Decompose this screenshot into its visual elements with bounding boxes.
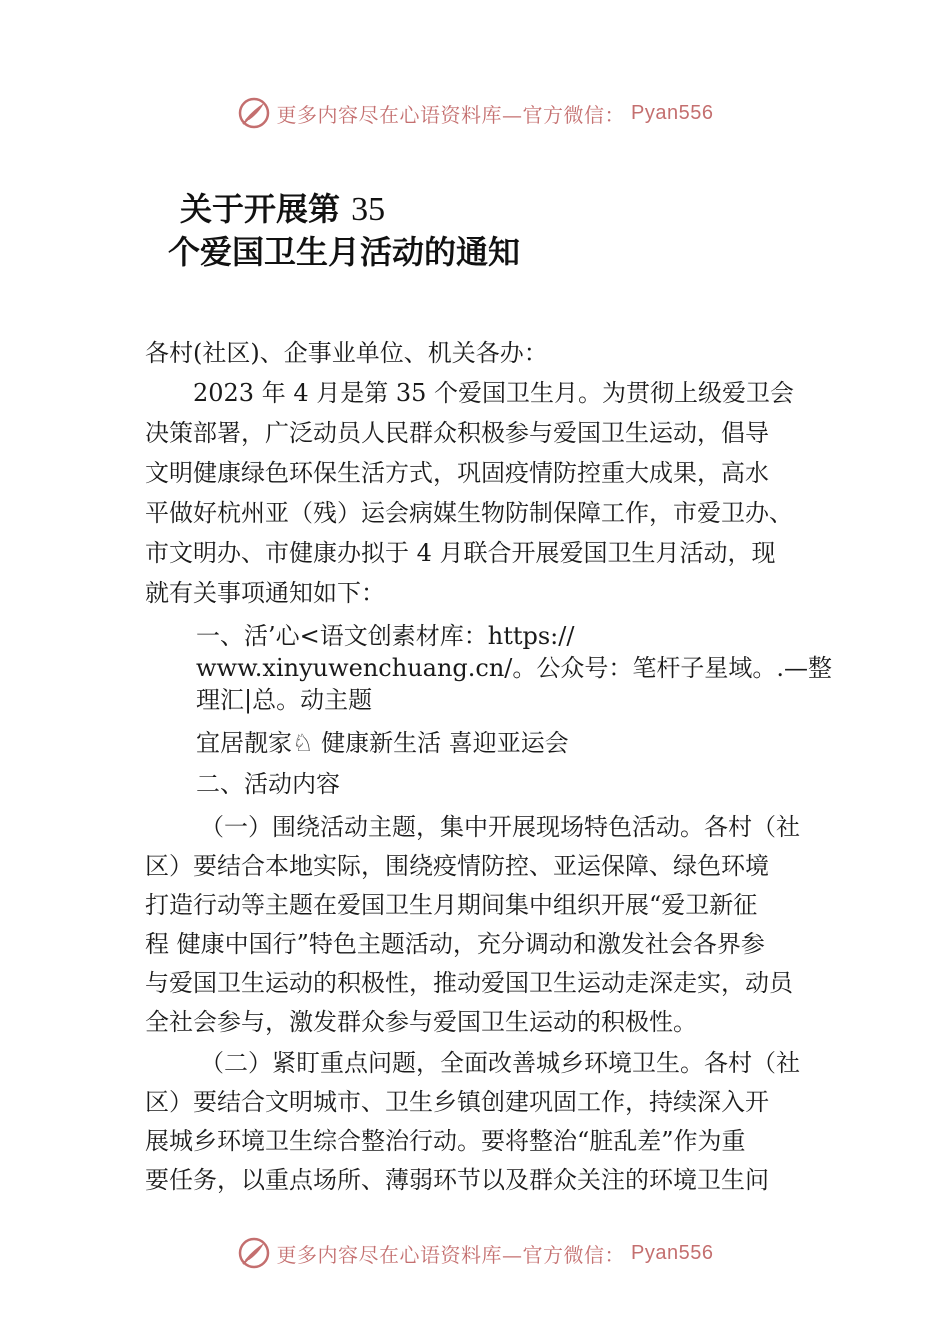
quill-logo-icon — [237, 96, 271, 130]
paragraph-2-line: （一）围绕活动主题，集中开展现场特色活动。各村（社 — [200, 813, 800, 841]
activity-theme: 宜居靓家♘ 健康新生活 喜迎亚运会 — [196, 729, 569, 757]
paragraph-1-line: 决策部署，广泛动员人民群众积极参与爱国卫生运动，倡导 — [145, 419, 769, 447]
title-text: 关于开展第 — [180, 190, 341, 228]
paragraph-1-line: 市文明办、市健康办拟于 4 月联合开展爱国卫生月活动，现 — [145, 539, 776, 567]
section-2-heading: 二、活动内容 — [196, 770, 340, 798]
paragraph-3-line: 展城乡环境卫生综合整治行动。要将整治“脏乱差”作为重 — [145, 1127, 746, 1155]
paragraph-3-line: 要任务，以重点场所、薄弱环节以及群众关注的环境卫生问 — [145, 1166, 769, 1194]
watermark-id: Pyan556 — [631, 1241, 714, 1264]
paragraph-2-line: 区）要结合本地实际，围绕疫情防控、亚运保障、绿色环境 — [145, 852, 769, 880]
quill-logo-icon — [237, 1236, 271, 1270]
paragraph-3-line: （二）紧盯重点问题，全面改善城乡环境卫生。各村（社 — [200, 1049, 800, 1077]
paragraph-2-line: 全社会参与，激发群众参与爱国卫生运动的积极性。 — [145, 1008, 697, 1036]
paragraph-3-line: 区）要结合文明城市、卫生乡镇创建巩固工作，持续深入开 — [145, 1088, 769, 1116]
paragraph-2-line: 打造行动等主题在爱国卫生月期间集中组织开展“爱卫新征 — [145, 891, 758, 919]
watermark-text: 更多内容尽在心语资料库—官方微信： — [276, 102, 626, 127]
watermark-id: Pyan556 — [631, 101, 714, 124]
section-1-line: 理汇|总。动主题 — [196, 686, 373, 714]
salutation: 各村(社区)、企事业单位、机关各办： — [145, 339, 548, 367]
header-watermark — [0, 96, 950, 130]
paragraph-1-line: 2023 年 4 月是第 35 个爱国卫生月。为贯彻上级爱卫会 — [145, 379, 795, 407]
paragraph-2-line: 与爱国卫生运动的积极性，推动爱国卫生运动走深走实，动员 — [145, 969, 793, 997]
document-title-line-2: 个爱国卫生月活动的通知 — [168, 233, 521, 271]
section-1-line: www.xinyuwenchuang.cn/。公众号：笔杆子星域。.—整 — [196, 654, 833, 682]
watermark-text: 更多内容尽在心语资料库—官方微信： — [276, 1242, 626, 1267]
section-1-line: 一、活’心<语文创素材库：https:// — [196, 622, 575, 650]
document-title-line-1 — [180, 190, 385, 231]
footer-watermark — [0, 1236, 950, 1270]
paragraph-2-line: 程 健康中国行”特色主题活动，充分调动和激发社会各界参 — [145, 930, 765, 958]
title-number: 35 — [351, 191, 386, 228]
paragraph-1-line: 文明健康绿色环保生活方式，巩固疫情防控重大成果，高水 — [145, 459, 769, 487]
paragraph-1-line: 平做好杭州亚（残）运会病媒生物防制保障工作，市爱卫办、 — [145, 499, 793, 527]
paragraph-1-line: 就有关事项通知如下： — [145, 579, 385, 607]
